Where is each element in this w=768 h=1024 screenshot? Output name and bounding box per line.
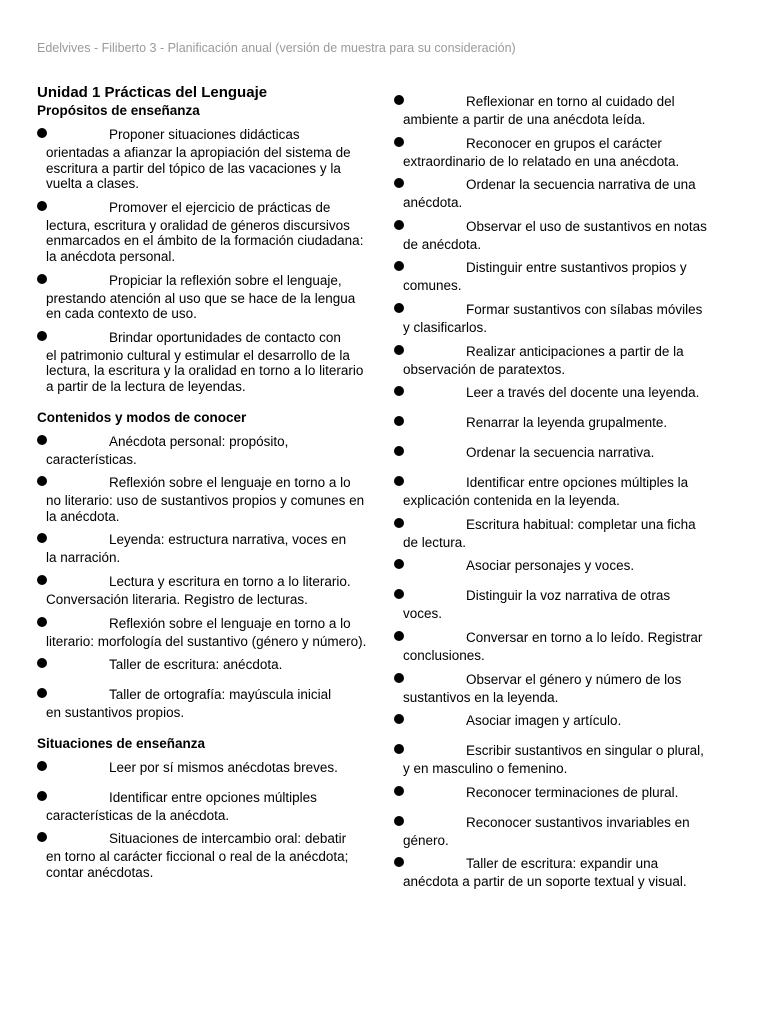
- propositos-list: [37, 125, 367, 395]
- bullet-icon: [394, 303, 404, 313]
- left-column: [37, 84, 367, 886]
- list-item: Reconocer en grupos el carácter extraordinario de lo relatado en una anécdota.: [394, 134, 734, 170]
- bullet-icon: [394, 786, 404, 796]
- bullet-icon: [37, 331, 47, 341]
- list-item: Ordenar la secuencia narrativa.: [394, 443, 734, 463]
- list-item: Taller de ortografía: mayúscula inicial en sustantivos propios.: [37, 685, 367, 721]
- list-item: Reconocer sustantivos invariables en género.: [394, 813, 734, 849]
- list-item: Identificar entre opciones múltiples la explicación contenida en la leyenda.: [394, 473, 734, 509]
- list-item: Escribir sustantivos en singular o plural, y en masculino o femenino.: [394, 741, 734, 777]
- list-item: Brindar oportunidades de contacto con el patrimonio cultural y estimular el desarrollo de la lectura, la escritura y la oralidad en torno a lo literario a partir de la lectura de leyendas.: [37, 328, 367, 395]
- list-item: Reflexión sobre el lenguaje en torno a lo literario: morfología del sustantivo (género y número).: [37, 614, 367, 650]
- list-item: Situaciones de intercambio oral: debatir en torno al carácter ficcional o real de la anécdota; contar anécdotas.: [37, 829, 367, 880]
- list-item: Distinguir la voz narrativa de otras voces.: [394, 586, 734, 622]
- list-item: Escritura habitual: completar una ficha de lectura.: [394, 515, 734, 551]
- list-item: Reflexionar en torno al cuidado del ambiente a partir de una anécdota leída.: [394, 92, 734, 128]
- list-item: Realizar anticipaciones a partir de la observación de paratextos.: [394, 342, 734, 378]
- list-item: Taller de escritura: expandir una anécdota a partir de un soporte textual y visual.: [394, 854, 734, 890]
- section-title-situaciones: Situaciones de enseñanza: [37, 735, 206, 751]
- bullet-icon: [394, 220, 404, 230]
- list-item: Reflexión sobre el lenguaje en torno a lo no literario: uso de sustantivos propios y comunes en la anécdota.: [37, 473, 367, 524]
- section-title-propositos: Propósitos de enseñanza: [37, 103, 200, 118]
- list-item: Identificar entre opciones múltiples características de la anécdota.: [37, 788, 367, 824]
- list-item: Promover el ejercicio de prácticas de lectura, escritura y oralidad de géneros discursivos enmarcados en el ámbito de la formación ciudadana: la anécdota personal.: [37, 198, 367, 265]
- bullet-icon: [37, 617, 47, 627]
- list-item: Formar sustantivos con sílabas móviles y clasificarlos.: [394, 300, 734, 336]
- bullet-icon: [394, 816, 404, 826]
- bullet-icon: [37, 274, 47, 284]
- list-item: Reconocer terminaciones de plural.: [394, 783, 734, 803]
- list-item: Asociar personajes y voces.: [394, 556, 734, 576]
- list-item: Distinguir entre sustantivos propios y comunes.: [394, 258, 734, 294]
- bullet-icon: [394, 673, 404, 683]
- list-item: Proponer situaciones didácticas orientadas a afianzar la apropiación del sistema de escritura a partir del tópico de las vacaciones y la vuelta a clases.: [37, 125, 367, 192]
- list-item: Renarrar la leyenda grupalmente.: [394, 413, 734, 433]
- bullet-icon: [37, 128, 47, 138]
- list-item: Conversar en torno a lo leído. Registrar conclusiones.: [394, 628, 734, 664]
- list-item: Leer a través del docente una leyenda.: [394, 383, 734, 403]
- unit-title: Unidad 1 Prácticas del Lenguaje: [37, 84, 268, 101]
- bullet-icon: [37, 761, 47, 771]
- bullet-icon: [394, 137, 404, 147]
- section-title-contenidos: Contenidos y modos de conocer: [37, 409, 247, 425]
- bullet-icon: [394, 95, 404, 105]
- list-item: Anécdota personal: propósito, características.: [37, 432, 367, 468]
- list-item: Asociar imagen y artículo.: [394, 711, 734, 731]
- right-column: [394, 92, 734, 896]
- situaciones-list: [37, 758, 367, 881]
- list-item: Lectura y escritura en torno a lo literario. Conversación literaria. Registro de lecturas.: [37, 572, 367, 608]
- document-header: Edelvives - Filiberto 3 - Planificación anual (versión de muestra para su consideración): [37, 41, 516, 55]
- bullet-icon: [394, 631, 404, 641]
- bullet-icon: [394, 345, 404, 355]
- list-item: Leer por sí mismos anécdotas breves.: [37, 758, 367, 778]
- list-item: Propiciar la reflexión sobre el lenguaje, prestando atención al uso que se hace de la lengua en cada contexto de uso.: [37, 271, 367, 322]
- bullet-icon: [394, 518, 404, 528]
- bullet-icon: [37, 201, 47, 211]
- list-item: Observar el género y número de los sustantivos en la leyenda.: [394, 670, 734, 706]
- contenidos-list: [37, 432, 367, 721]
- list-item: Ordenar la secuencia narrativa de una anécdota.: [394, 175, 734, 211]
- list-item: Leyenda: estructura narrativa, voces en la narración.: [37, 530, 367, 566]
- list-item: Taller de escritura: anécdota.: [37, 655, 367, 675]
- bullet-icon: [37, 791, 47, 801]
- situaciones-list-continued: [394, 92, 734, 890]
- bullet-icon: [37, 575, 47, 585]
- bullet-icon: [37, 435, 47, 445]
- list-item: Observar el uso de sustantivos en notas de anécdota.: [394, 217, 734, 253]
